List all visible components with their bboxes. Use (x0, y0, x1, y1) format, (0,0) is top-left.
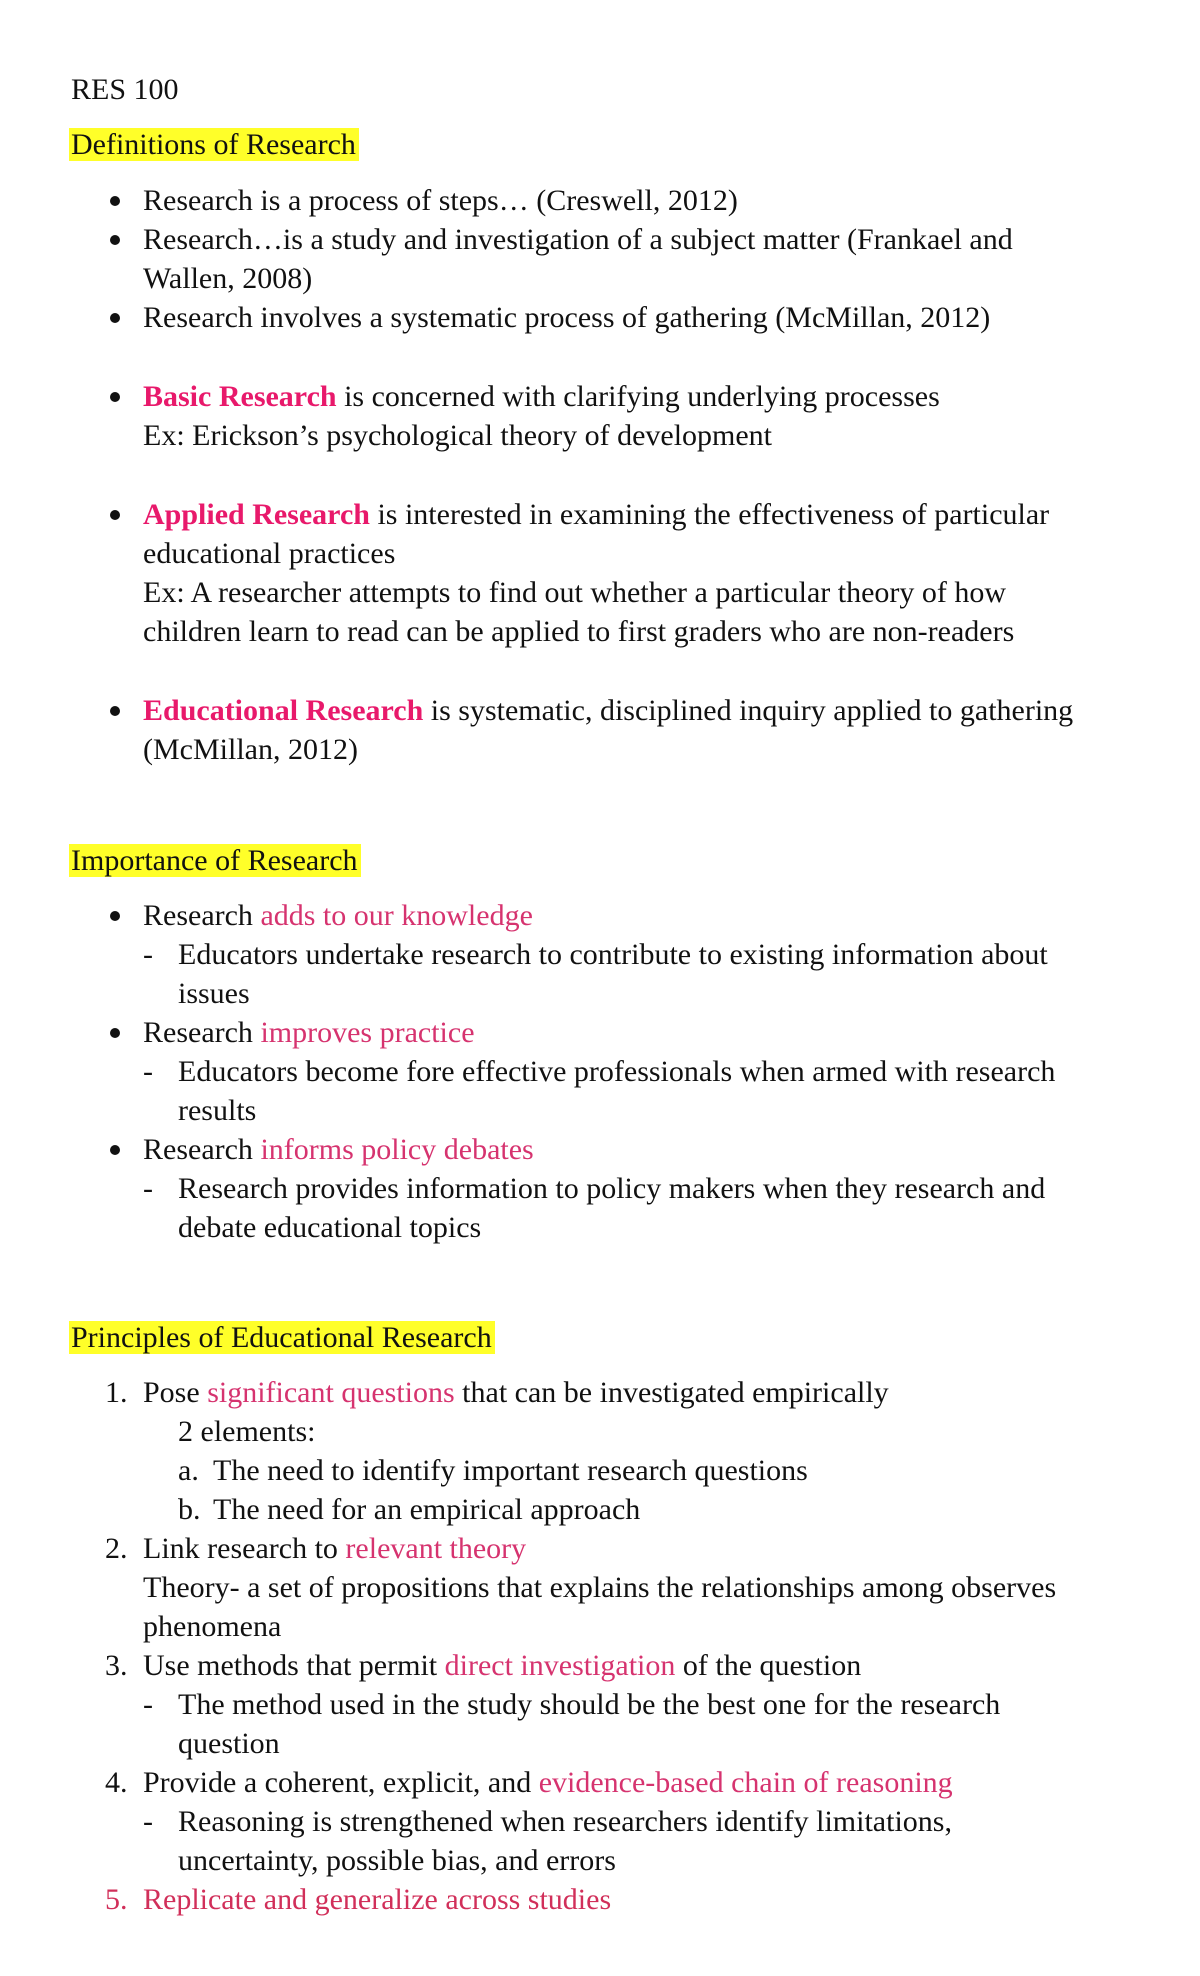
section-heading-principles (71, 1318, 495, 1358)
dash-marker: - (143, 1172, 153, 1205)
list-number: 1. (105, 1376, 128, 1409)
basic-research-example: Ex: Erickson’s psychological theory of development (143, 419, 773, 452)
bullet-icon (110, 1028, 120, 1038)
principle-emphasis: direct investigation (444, 1649, 676, 1682)
principle-item: Replicate and generalize across studies (143, 1883, 612, 1916)
applied-research-example-cont: children learn to read can be applied to first graders who are non-readers (143, 615, 1015, 648)
importance-item-emphasis: adds to our knowledge (260, 899, 533, 932)
importance-heading-text: Importance of Research (69, 844, 361, 877)
basic-research-item (143, 377, 940, 417)
principle-text: that can be investigated empirically (454, 1376, 889, 1409)
principle-subitem: The need to identify important research questions (213, 1454, 808, 1487)
bullet-icon (110, 706, 120, 716)
applied-research-item (143, 495, 1049, 535)
importance-subitem-cont: results (178, 1094, 257, 1127)
principle-text: Use methods that permit (143, 1649, 445, 1682)
list-number: 4. (105, 1766, 128, 1799)
principle-note: Theory- a set of propositions that explains the relationships among observes (143, 1571, 1057, 1604)
bullet-icon (110, 196, 120, 206)
importance-subitem-cont: debate educational topics (178, 1211, 482, 1244)
importance-item-prefix: Research (143, 1016, 261, 1049)
principle-subitem-cont: uncertainty, possible bias, and errors (178, 1844, 616, 1877)
educational-research-item (143, 691, 1073, 731)
dash-marker: - (143, 1688, 153, 1721)
principle-subitem: Reasoning is strengthened when researchers identify limitations, (178, 1805, 952, 1838)
educational-research-desc-cont: (McMillan, 2012) (143, 733, 358, 766)
list-number: 2. (105, 1532, 128, 1565)
applied-research-example: Ex: A researcher attempts to find out whether a particular theory of how (143, 576, 1007, 609)
dash-marker: - (143, 938, 153, 971)
applied-research-term: Applied Research (143, 498, 370, 531)
principle-note-cont: phenomena (143, 1610, 282, 1643)
bullet-icon (110, 235, 120, 245)
educational-research-term: Educational Research (143, 694, 424, 727)
definition-item: Research…is a study and investigation of a subject matter (Frankael and (143, 223, 1013, 256)
bullet-icon (110, 392, 120, 402)
importance-item (143, 896, 533, 936)
importance-subitem: Educators undertake research to contribute to existing information about (178, 938, 1048, 971)
sub-letter: a. (178, 1454, 199, 1487)
principle-elements-label: 2 elements: (178, 1415, 316, 1448)
importance-item (143, 1130, 534, 1170)
section-heading-definitions (71, 125, 359, 165)
definition-item-cont: Wallen, 2008) (143, 262, 313, 295)
bullet-icon (110, 911, 120, 921)
principle-item (143, 1763, 953, 1803)
principles-heading-text: Principles of Educational Research (69, 1321, 495, 1354)
importance-subitem: Research provides information to policy makers when they research and (178, 1172, 1046, 1205)
principle-subitem-cont: question (178, 1727, 280, 1760)
applied-research-desc-cont: educational practices (143, 537, 396, 570)
principle-item (143, 1373, 889, 1413)
principle-text: Provide a coherent, explicit, and (143, 1766, 539, 1799)
principle-emphasis: significant questions (207, 1376, 455, 1409)
importance-subitem: Educators become fore effective professionals when armed with research (178, 1055, 1056, 1088)
educational-research-desc: is systematic, disciplined inquiry applied to gathering (423, 694, 1074, 727)
basic-research-term: Basic Research (143, 380, 337, 413)
principle-item (143, 1646, 861, 1686)
bullet-icon (110, 1145, 120, 1155)
dash-marker: - (143, 1805, 153, 1838)
importance-subitem-cont: issues (178, 977, 250, 1010)
principle-text: Link research to (143, 1532, 346, 1565)
principle-emphasis: relevant theory (345, 1532, 527, 1565)
definition-item: Research involves a systematic process of gathering (McMillan, 2012) (143, 301, 991, 334)
list-number: 3. (105, 1649, 128, 1682)
definitions-heading-text: Definitions of Research (69, 128, 359, 161)
dash-marker: - (143, 1055, 153, 1088)
importance-item (143, 1013, 475, 1053)
principle-item (143, 1529, 526, 1569)
principle-text: Pose (143, 1376, 208, 1409)
principle-subitem: The method used in the study should be the best one for the research (178, 1688, 1001, 1721)
principle-subitem: The need for an empirical approach (213, 1493, 641, 1526)
importance-item-emphasis: informs policy debates (260, 1133, 534, 1166)
importance-item-emphasis: improves practice (260, 1016, 475, 1049)
bullet-icon (110, 313, 120, 323)
course-title: RES 100 (71, 73, 179, 106)
sub-letter: b. (178, 1493, 201, 1526)
importance-item-prefix: Research (143, 1133, 261, 1166)
definition-item: Research is a process of steps… (Creswell, 2012) (143, 184, 738, 217)
basic-research-desc: is concerned with clarifying underlying processes (336, 380, 940, 413)
principle-emphasis: evidence-based chain of reasoning (538, 1766, 953, 1799)
applied-research-desc: is interested in examining the effectiveness of particular (369, 498, 1050, 531)
principle-text: of the question (675, 1649, 862, 1682)
bullet-icon (110, 510, 120, 520)
section-heading-importance (71, 841, 361, 881)
list-number: 5. (105, 1883, 128, 1916)
importance-item-prefix: Research (143, 899, 261, 932)
